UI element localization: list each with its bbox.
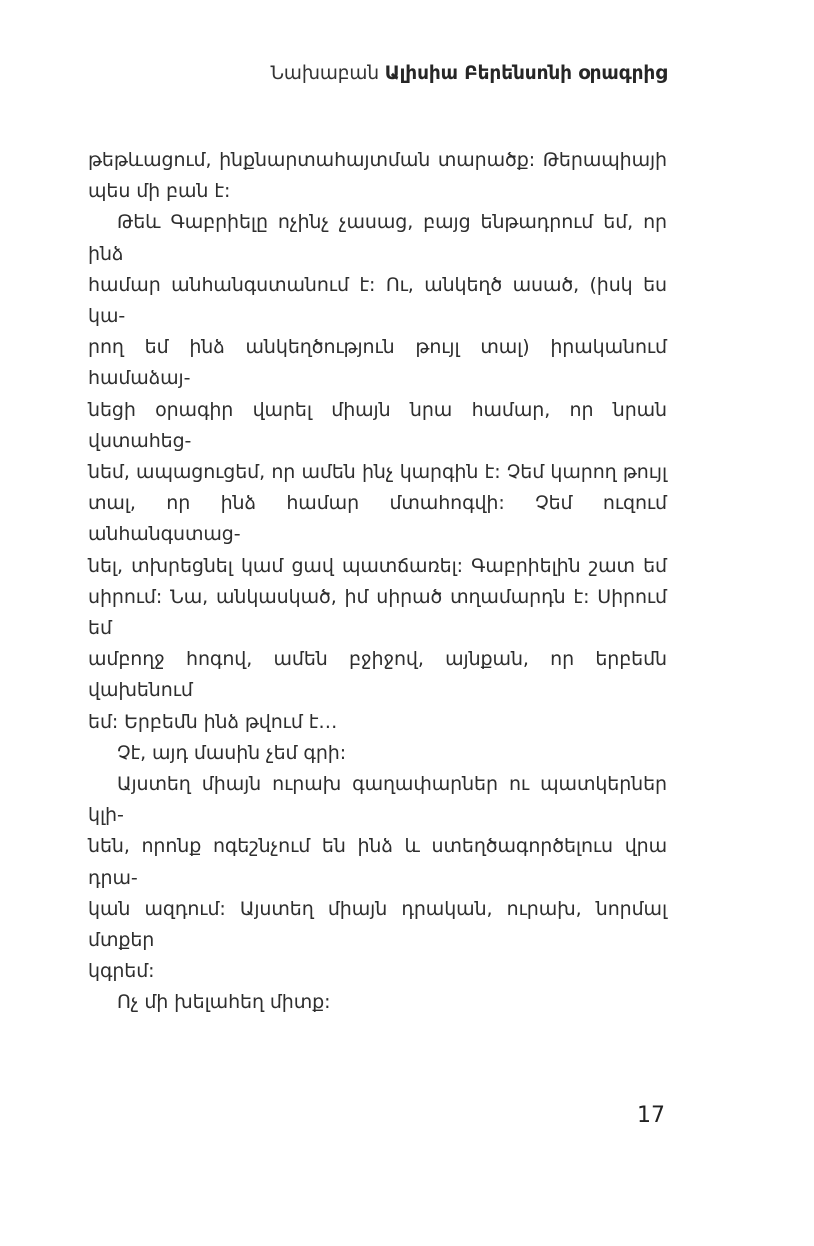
body-line: համար անհանգստանում է: Ու, անկեղծ ասած, (իսկ ես կա- — [88, 273, 667, 328]
body-line: Չէ, այդ մասին չեմ գրի: — [117, 741, 347, 764]
body-line: կան ազդում: Այստեղ միայն դրական, ուրախ, նորմալ մտքեր — [88, 897, 667, 952]
body-line: ամբողջ հոգով, ամեն բջիջով, այնքան, որ երբեմն վախենում — [88, 648, 667, 702]
body-line: նեն, որոնք ոգեշնչում են ինձ և ստեղծագործելուս վրա դրա- — [88, 835, 667, 889]
body-line: տալ, որ ինձ համար մտահոգվի: Չեմ ուզում անհանգստաց- — [88, 492, 667, 546]
body-line: Ոչ մի խելահեղ միտք: — [117, 991, 331, 1014]
header-chapter-title: Ալիսիա Բերենսոնի օրագրից — [384, 63, 667, 84]
body-line: սիրում: Նա, անկասկած, իմ սիրած տղամարդն է: Սիրում եմ — [88, 585, 667, 640]
body-line: եմ: Երբեմն ինձ թվում է… — [88, 710, 338, 733]
header-section-label: Նախաբան — [270, 63, 385, 84]
body-line: Այստեղ միայն ուրախ գաղափարներ ու պատկերներ կլի- — [88, 773, 667, 827]
body-line: րող եմ ինձ անկեղծություն թույլ տալ) իրականում համաձայ- — [88, 336, 667, 390]
body-line: պես մի բան է: — [88, 180, 231, 203]
page-number: 17 — [637, 1103, 665, 1128]
body-line: նել, տխրեցնել կամ ցավ պատճառել: Գաբրիելին շատ եմ — [88, 554, 667, 577]
body-line: կգրեմ: — [88, 960, 155, 983]
body-line: նեմ, ապացուցեմ, որ ամեն ինչ կարգին է: Չեմ կարող թույլ — [88, 461, 667, 484]
body-line: նեցի օրագիր վարել միայն նրա համար, որ նրան վստահեց- — [88, 398, 667, 452]
body-text — [88, 145, 667, 1019]
body-line: թեթևացում, ինքնարտահայտման տարածք: Թերապիայի — [88, 149, 667, 171]
running-header — [88, 63, 667, 84]
body-line: Թեև Գաբրիելը ոչինչ չասաց, բայց ենթադրում եմ, որ ինձ — [88, 211, 667, 265]
